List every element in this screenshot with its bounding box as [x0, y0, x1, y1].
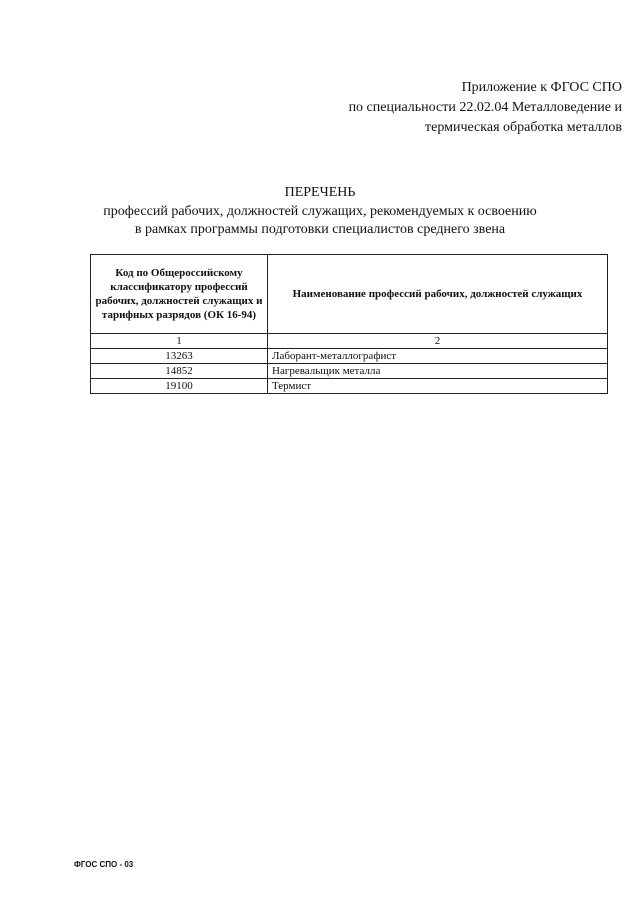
table-header-row	[91, 255, 608, 334]
row-name: Лаборант-металлографист	[268, 349, 608, 364]
document-heading	[0, 184, 640, 239]
table-row	[91, 379, 608, 394]
table-row	[91, 364, 608, 379]
appendix-line-1: Приложение к ФГОС СПО	[461, 80, 622, 95]
row-code: 19100	[91, 379, 268, 394]
appendix-line-3: термическая обработка металлов	[424, 120, 622, 135]
page-footer: ФГОС СПО - 03	[74, 860, 134, 869]
appendix-reference	[349, 78, 622, 138]
header-name: Наименование профессий рабочих, должностей служащих	[268, 255, 608, 334]
document-subtitle-line-1: профессий рабочих, должностей служащих, рекомендуемых к освоению	[103, 204, 537, 219]
column-number-2: 2	[268, 334, 608, 349]
row-code: 14852	[91, 364, 268, 379]
row-name: Нагревальщик металла	[268, 364, 608, 379]
professions-table	[90, 254, 608, 394]
header-code: Код по Общероссийскому классификатору профессий рабочих, должностей служащих и тарифных разрядов (ОК 16-94)	[91, 255, 268, 334]
document-subtitle-line-2: в рамках программы подготовки специалистов среднего звена	[134, 222, 506, 237]
table-row	[91, 349, 608, 364]
appendix-line-2: по специальности 22.02.04 Металловедение и	[348, 100, 622, 115]
row-code: 13263	[91, 349, 268, 364]
row-name: Термист	[268, 379, 608, 394]
document-title: ПЕРЕЧЕНЬ	[284, 185, 356, 200]
column-number-1: 1	[91, 334, 268, 349]
column-number-row	[91, 334, 608, 349]
